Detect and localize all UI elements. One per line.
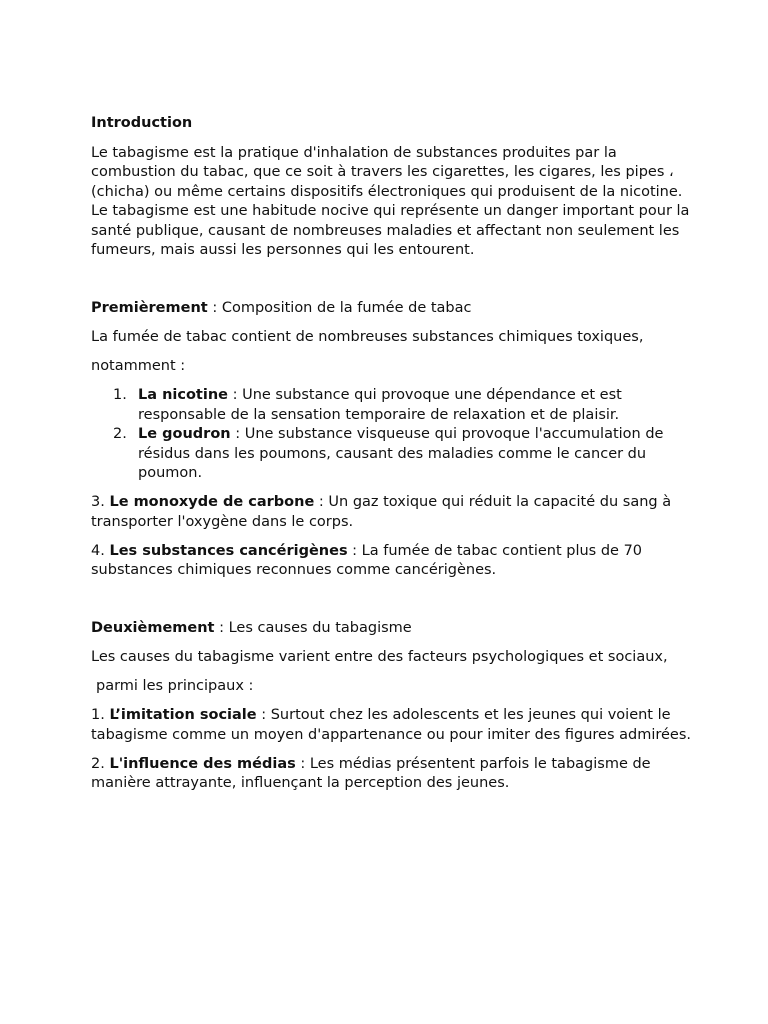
- list-item-nicotine: [91, 386, 691, 425]
- intro-paragraph: Le tabagisme est la pratique d'inhalation de substances produites par la combustion du tabac, que ce soit à travers les cigarettes, les cigares, les pipes ، (chicha) ou même certains dispositifs électroniques qui produisent de la nicotine. Le tabagisme est une habitude nocive qui représente un danger important pour la santé publique, causant de nombreuses maladies et affectant non seulement les fumeurs, mais aussi les personnes qui les entourent.: [91, 144, 690, 258]
- section2-intro-line: Les causes du tabagisme varient entre des facteurs psychologiques et sociaux,: [91, 649, 668, 665]
- section1-heading-bold: Premièrement: [91, 300, 208, 316]
- item-desc: : Surtout chez les adolescents et les jeunes qui voient le tabagisme comme un moyen d'appartenance ou pour imiter des figures admirées.: [91, 707, 692, 743]
- item-desc: : Un gaz toxique qui réduit la capacité du sang à transporter l'oxygène dans le corps.: [91, 494, 672, 530]
- list-desc: : Une substance visqueuse qui provoque l'accumulation de résidus dans les poumons, causant des maladies comme le cancer du poumon.: [138, 426, 664, 481]
- section-spacer: [91, 270, 691, 299]
- section1-heading: [91, 299, 691, 319]
- list-term: Le goudron: [138, 426, 231, 442]
- composition-list: [91, 386, 691, 484]
- item-desc: : La fumée de tabac contient plus de 70 substances chimiques reconnues comme cancérigènes.: [91, 542, 643, 578]
- item-desc: : Les médias présentent parfois le tabagisme de manière attrayante, influençant la perception des jeunes.: [91, 755, 651, 791]
- list-number: 1.: [113, 387, 127, 403]
- item-number: 4.: [91, 542, 110, 559]
- item-cancerigenes: [91, 542, 691, 581]
- section2-heading-bold: Deuxièmement: [91, 620, 215, 636]
- intro-heading: Introduction: [91, 115, 193, 131]
- section1-intro-line: La fumée de tabac contient de nombreuses substances chimiques toxiques,: [91, 329, 644, 345]
- section1-notamment: notamment :: [91, 358, 186, 374]
- item-number: 3.: [91, 494, 110, 510]
- list-desc: : Une substance qui provoque une dépendance et est responsable de la sensation temporaire de relaxation et de plaisir.: [138, 387, 622, 423]
- item-medias: [91, 755, 691, 794]
- item-imitation: [91, 706, 691, 745]
- item-term: L'influence des médias: [109, 755, 296, 772]
- list-term: La nicotine: [138, 387, 228, 403]
- item-number: 2.: [91, 755, 110, 772]
- list-item-goudron: [91, 425, 691, 484]
- section2-heading-text: : Les causes du tabagisme: [214, 620, 412, 636]
- item-term: Le monoxyde de carbone: [109, 494, 315, 510]
- item-term: Les substances cancérigènes: [109, 542, 348, 559]
- section1-heading-text: : Composition de la fumée de tabac: [207, 300, 472, 316]
- section2-heading: [91, 619, 691, 639]
- document-page: [91, 114, 691, 803]
- list-number: 2.: [113, 426, 127, 442]
- section2-parmi: parmi les principaux :: [96, 678, 254, 694]
- item-monoxyde: [91, 493, 691, 532]
- item-term: L’imitation sociale: [109, 707, 257, 723]
- item-number: 1.: [91, 707, 110, 723]
- section-spacer: [91, 590, 691, 619]
